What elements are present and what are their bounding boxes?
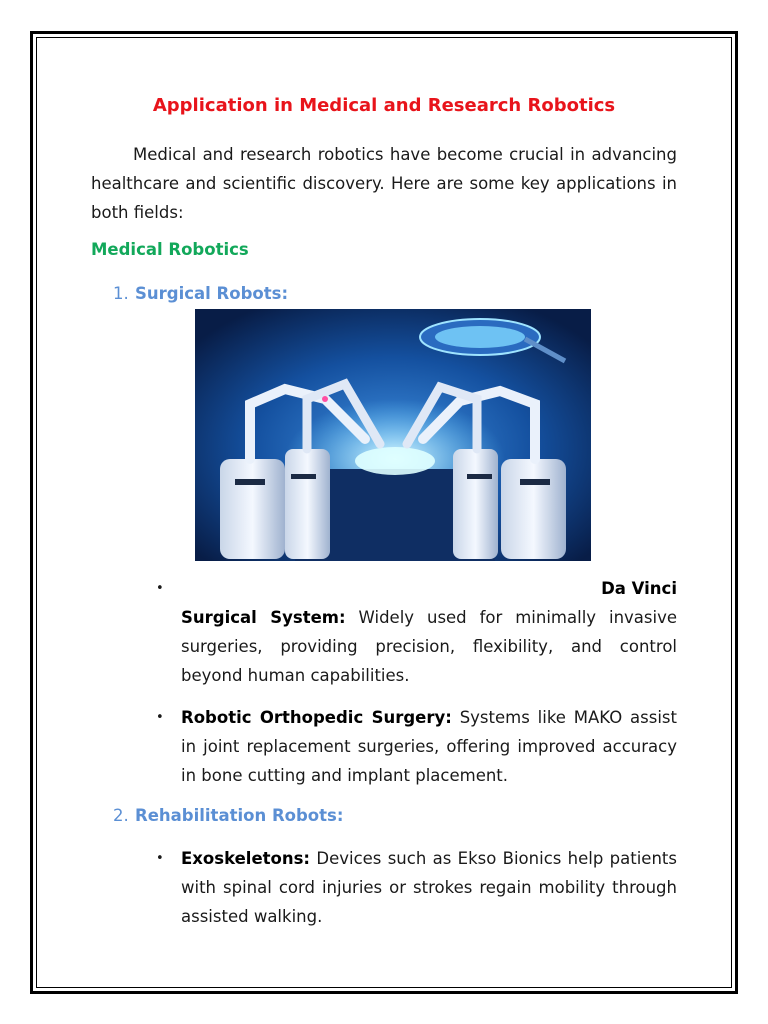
bullet-exoskeletons	[152, 844, 677, 931]
list-number: 2.	[113, 806, 129, 825]
list-item-surgical-robots	[113, 284, 288, 303]
page-title: Application in Medical and Research Robotics	[152, 95, 616, 116]
bullet-robotic-orthopedic-surgery	[152, 703, 677, 790]
list-number: 1.	[113, 284, 129, 303]
bullet-dot: •	[156, 710, 164, 725]
bullet-text: Devices such as Ekso Bionics help patients with spinal cord injuries or strokes regain mobility through assisted walking.	[181, 849, 677, 926]
surgical-robot-illustration	[195, 309, 591, 561]
list-label: Rehabilitation Robots:	[135, 806, 344, 825]
bullet-term-continued: Surgical System:	[181, 608, 346, 627]
bullet-term: Da Vinci	[601, 579, 677, 598]
bullet-da-vinci	[152, 574, 677, 690]
surgical-robots-image	[195, 309, 591, 561]
bullet-dot: •	[156, 851, 164, 866]
list-item-rehabilitation-robots	[113, 806, 343, 825]
section-heading-medical-robotics: Medical Robotics	[91, 240, 249, 259]
list-label: Surgical Robots:	[135, 284, 289, 303]
bullet-dot: •	[156, 581, 164, 596]
bullet-text: Systems like MAKO assist in joint replacement surgeries, offering improved accuracy in bone cutting and implant placement.	[181, 708, 677, 785]
bullet-text: Widely used for minimally invasive surgeries, providing precision, flexibility, and control beyond human capabilities.	[181, 608, 677, 685]
intro-paragraph: Medical and research robotics have become crucial in advancing healthcare and scientific discovery. Here are some key applications in both fields:	[91, 145, 677, 222]
bullet-term: Exoskeletons:	[181, 849, 311, 868]
bullet-term: Robotic Orthopedic Surgery:	[181, 708, 452, 727]
